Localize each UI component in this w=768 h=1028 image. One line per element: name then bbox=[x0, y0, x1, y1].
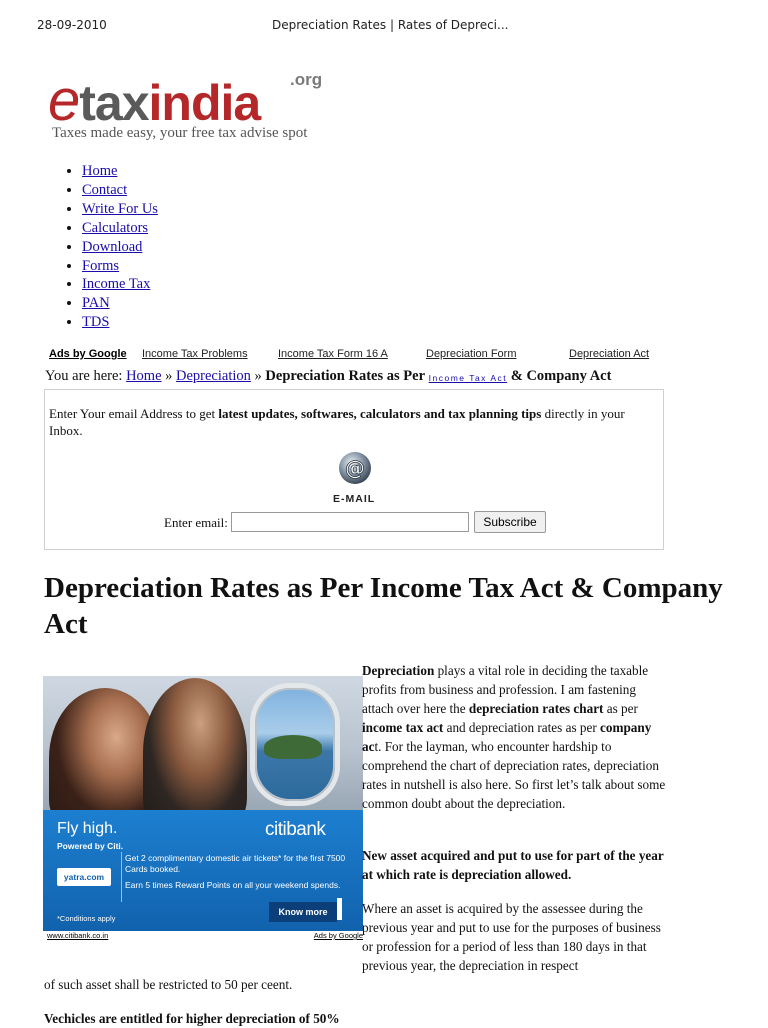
breadcrumb-home-link[interactable]: Home bbox=[126, 368, 162, 384]
article-title: Depreciation Rates as Per Income Tax Act & Company Act bbox=[44, 572, 723, 640]
bold-term: income tax act bbox=[362, 720, 444, 735]
citibank-ad-banner[interactable] bbox=[43, 676, 363, 931]
main-nav bbox=[62, 162, 158, 332]
bold-term: depreciation rates chart bbox=[468, 701, 604, 716]
subscribe-description bbox=[49, 405, 659, 439]
logo-e: e bbox=[48, 68, 80, 133]
ad-ads-by-google-link[interactable]: Ads by Google bbox=[313, 931, 363, 940]
nav-item bbox=[82, 219, 158, 238]
nav-link-calculators[interactable]: Calculators bbox=[82, 219, 149, 236]
print-date: 28-09-2010 bbox=[37, 18, 107, 32]
article-subheading bbox=[362, 846, 668, 884]
bold-term: Depreciation bbox=[362, 663, 435, 678]
ad-url-link[interactable]: www.citibank.co.in bbox=[47, 931, 109, 940]
ad-airplane-window bbox=[250, 683, 340, 806]
paragraph-text: and depreciation rates as per bbox=[443, 720, 601, 735]
paragraph-text: t. For the layman, who encounter hardship to comprehend the chart of depreciation rates, depreciation rates in nutshell is also here. So first let’s talk about some common doubt about the depreciation. bbox=[362, 739, 666, 811]
ad-photo bbox=[43, 676, 363, 810]
nav-item bbox=[82, 257, 158, 276]
breadcrumb-inline-ad-link[interactable]: Income Tax Act bbox=[428, 373, 508, 383]
ad-link-income-tax-form-16a[interactable]: Income Tax Form 16 A bbox=[278, 348, 388, 360]
email-input[interactable] bbox=[231, 512, 469, 532]
breadcrumb-prefix: You are here: bbox=[45, 368, 123, 384]
yatra-logo: yatra.com bbox=[57, 868, 111, 886]
ad-offer-1: Get 2 complimentary domestic air tickets* for the first 7500 Cards booked. bbox=[125, 853, 346, 874]
print-header bbox=[0, 18, 768, 38]
logo-wordmark bbox=[48, 68, 261, 133]
logo-tagline: Taxes made easy, your free tax advise spot bbox=[52, 125, 308, 141]
ad-footer bbox=[43, 931, 363, 941]
nav-link-contact[interactable]: Contact bbox=[82, 181, 128, 198]
nav-item bbox=[82, 200, 158, 219]
ad-link-depreciation-form[interactable]: Depreciation Form bbox=[426, 348, 517, 360]
enter-email-label: Enter email: bbox=[164, 515, 228, 530]
nav-link-pan[interactable]: PAN bbox=[82, 295, 110, 312]
breadcrumb-current: Depreciation Rates as Per bbox=[265, 368, 425, 384]
bold-term: company ac bbox=[362, 720, 652, 754]
ad-link-income-tax-problems[interactable]: Income Tax Problems bbox=[142, 348, 248, 360]
article-paragraph: Where an asset is acquired by the assessee during the previous year and put to use for the purposes of business or profession for a period of less than 180 days in that previous year, the depreciation in respect bbox=[362, 901, 661, 973]
email-icon-label: E-MAIL bbox=[333, 493, 376, 505]
nav-link-write-for-us[interactable]: Write For Us bbox=[82, 200, 158, 217]
logo-tax: tax bbox=[79, 75, 149, 131]
article-paragraph-continued: of such asset shall be restricted to 50 per ceent. bbox=[44, 977, 293, 992]
subscribe-button[interactable]: Subscribe bbox=[474, 511, 546, 533]
breadcrumb-separator: » bbox=[254, 368, 262, 384]
citibank-logo: citibank bbox=[265, 819, 326, 840]
nav-item bbox=[82, 162, 158, 181]
breadcrumb-current-end: & Company Act bbox=[510, 368, 612, 384]
subscribe-text-end: directly in your Inbox. bbox=[49, 406, 625, 438]
nav-link-home[interactable]: Home bbox=[82, 163, 118, 179]
logo-india: india bbox=[148, 75, 261, 131]
ad-arrow-icon bbox=[337, 898, 342, 920]
site-logo[interactable] bbox=[46, 50, 346, 150]
nav-link-income-tax[interactable]: Income Tax bbox=[82, 276, 151, 293]
subscribe-text-bold: latest updates, softwares, calculators and tax planning tips bbox=[218, 406, 542, 421]
breadcrumb bbox=[45, 368, 611, 385]
ads-by-google-link[interactable]: Ads by Google bbox=[49, 348, 127, 360]
nav-item bbox=[82, 294, 158, 313]
email-subscribe-box bbox=[44, 389, 664, 550]
svg-text:@: @ bbox=[345, 456, 365, 480]
ad-links-bar bbox=[49, 348, 669, 364]
article-paragraph bbox=[362, 661, 668, 813]
breadcrumb-separator: » bbox=[165, 368, 173, 384]
ad-conditions: *Conditions apply bbox=[57, 914, 116, 923]
ad-offer-2: Earn 5 times Reward Points on all your weekend spends. bbox=[125, 880, 341, 890]
nav-item bbox=[82, 313, 158, 332]
nav-link-download[interactable]: Download bbox=[82, 238, 143, 255]
nav-link-forms[interactable]: Forms bbox=[82, 257, 120, 274]
ad-headline: Fly high. bbox=[57, 820, 118, 837]
ad-powered-by: Powered by Citi. bbox=[57, 841, 124, 851]
ad-person-image bbox=[143, 678, 247, 828]
article-subheading: Vechicles are entitled for higher depreciation of 50% bbox=[44, 1011, 340, 1026]
print-page-title: Depreciation Rates | Rates of Depreci... bbox=[272, 18, 509, 32]
paragraph-text: as per bbox=[603, 701, 638, 716]
nav-item bbox=[82, 181, 158, 200]
ad-know-more-button[interactable]: Know more bbox=[269, 902, 337, 922]
breadcrumb-depreciation-link[interactable]: Depreciation bbox=[176, 368, 251, 384]
nav-item bbox=[82, 238, 158, 257]
subheading-text: New asset acquired and put to use for part of the year at which rate is depreciation allowed. bbox=[362, 848, 664, 882]
subscribe-text-start: Enter Your email Address to get bbox=[49, 406, 216, 421]
ad-link-depreciation-act[interactable]: Depreciation Act bbox=[569, 348, 650, 360]
nav-item bbox=[82, 275, 158, 294]
nav-link-tds[interactable]: TDS bbox=[82, 314, 110, 331]
ad-offer-text bbox=[125, 853, 347, 896]
ad-offer-panel bbox=[43, 810, 363, 931]
paragraph-text: plays a vital role in deciding the taxable profits from business and profession. I am fastening attach over here the bbox=[362, 663, 649, 716]
logo-org: .org bbox=[290, 70, 323, 89]
